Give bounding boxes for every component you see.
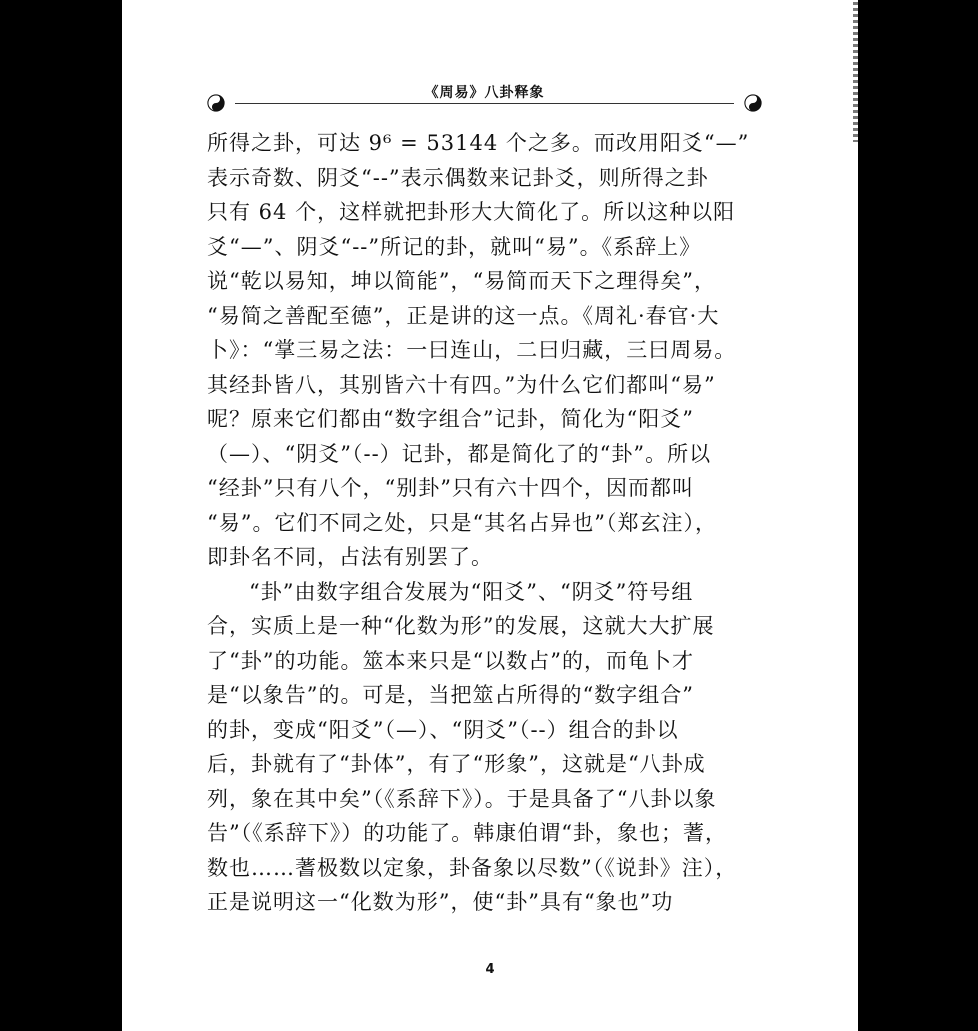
text-line: 列，象在其中矣”（《系辞下》）。于是具备了“八卦以象 (207, 786, 717, 811)
text-line: “经卦”只有八个，“别卦”只有六十四个，因而都叫 (207, 476, 694, 500)
paragraph (207, 575, 767, 920)
text-line: （—）、“阴爻”（--）记卦，都是简化了的“卦”。所以 (207, 441, 712, 466)
text-line: “易”。它们不同之处，只是“其名占异也”（郑玄注）， (207, 510, 717, 535)
yin-yang-icon (744, 94, 762, 112)
text-line: 其经卦皆八，其别皆六十有四。”为什么它们都叫“易” (207, 372, 716, 397)
text-line: 正是说明这一“化数为形”，使“卦”具有“象也”功 (207, 890, 674, 914)
header-title: 《周易》八卦释象 (424, 85, 545, 101)
text-line: 卜》：“掌三易之法：一曰连山，二曰归藏，三曰周易。 (207, 338, 737, 362)
header-rule (235, 103, 734, 104)
text-line: 告”（《系辞下》）的功能了。韩康伯谓“卦，象也；蓍， (207, 821, 727, 845)
body-text (207, 126, 767, 920)
text-line: 只有 64 个，这样就把卦形大大简化了。所以这种以阳 (207, 200, 736, 224)
text-line: 是“以象告”的。可是，当把筮占所得的“数字组合” (207, 683, 694, 707)
text-line: “卦”由数字组合发展为“阳爻”、“阴爻”符号组 (249, 579, 694, 604)
running-header (207, 78, 762, 118)
text-line: 所得之卦，可达 9⁶ = 53144 个之多。而改用阳爻“—” (207, 131, 750, 155)
text-line: 合，实质上是一种“化数为形”的发展，这就大大扩展 (207, 614, 715, 638)
text-line: “易简之善配至德”，正是讲的这一点。《周礼·春官·大 (207, 303, 720, 328)
text-line: 说“乾以易知，坤以简能”，“易简而天下之理得矣”， (207, 269, 716, 293)
scan-edge-mark (853, 2, 858, 142)
text-line: 数也……蓍极数以定象，卦备象以尽数”（《说卦》注）， (207, 855, 738, 880)
text-line: 爻“—”、阴爻“--”所记的卦，就叫“易”。《系辞上》 (207, 234, 702, 259)
text-line: 后，卦就有了“卦体”，有了“形象”，这就是“八卦成 (207, 752, 706, 776)
text-line: 的卦，变成“阳爻”（—）、“阴爻”（--）组合的卦以 (207, 717, 679, 742)
text-line: 即卦名不同，占法有别罢了。 (207, 545, 493, 569)
text-line: 表示奇数、阴爻“--”表示偶数来记卦爻，则所得之卦 (207, 165, 709, 190)
paragraph (207, 126, 767, 575)
book-page (122, 0, 858, 1031)
page-number: 4 (485, 962, 495, 977)
text-line: 了“卦”的功能。筮本来只是“以数占”的，而龟卜才 (207, 648, 694, 673)
text-line: 呢？原来它们都由“数字组合”记卦，简化为“阳爻” (207, 407, 694, 431)
